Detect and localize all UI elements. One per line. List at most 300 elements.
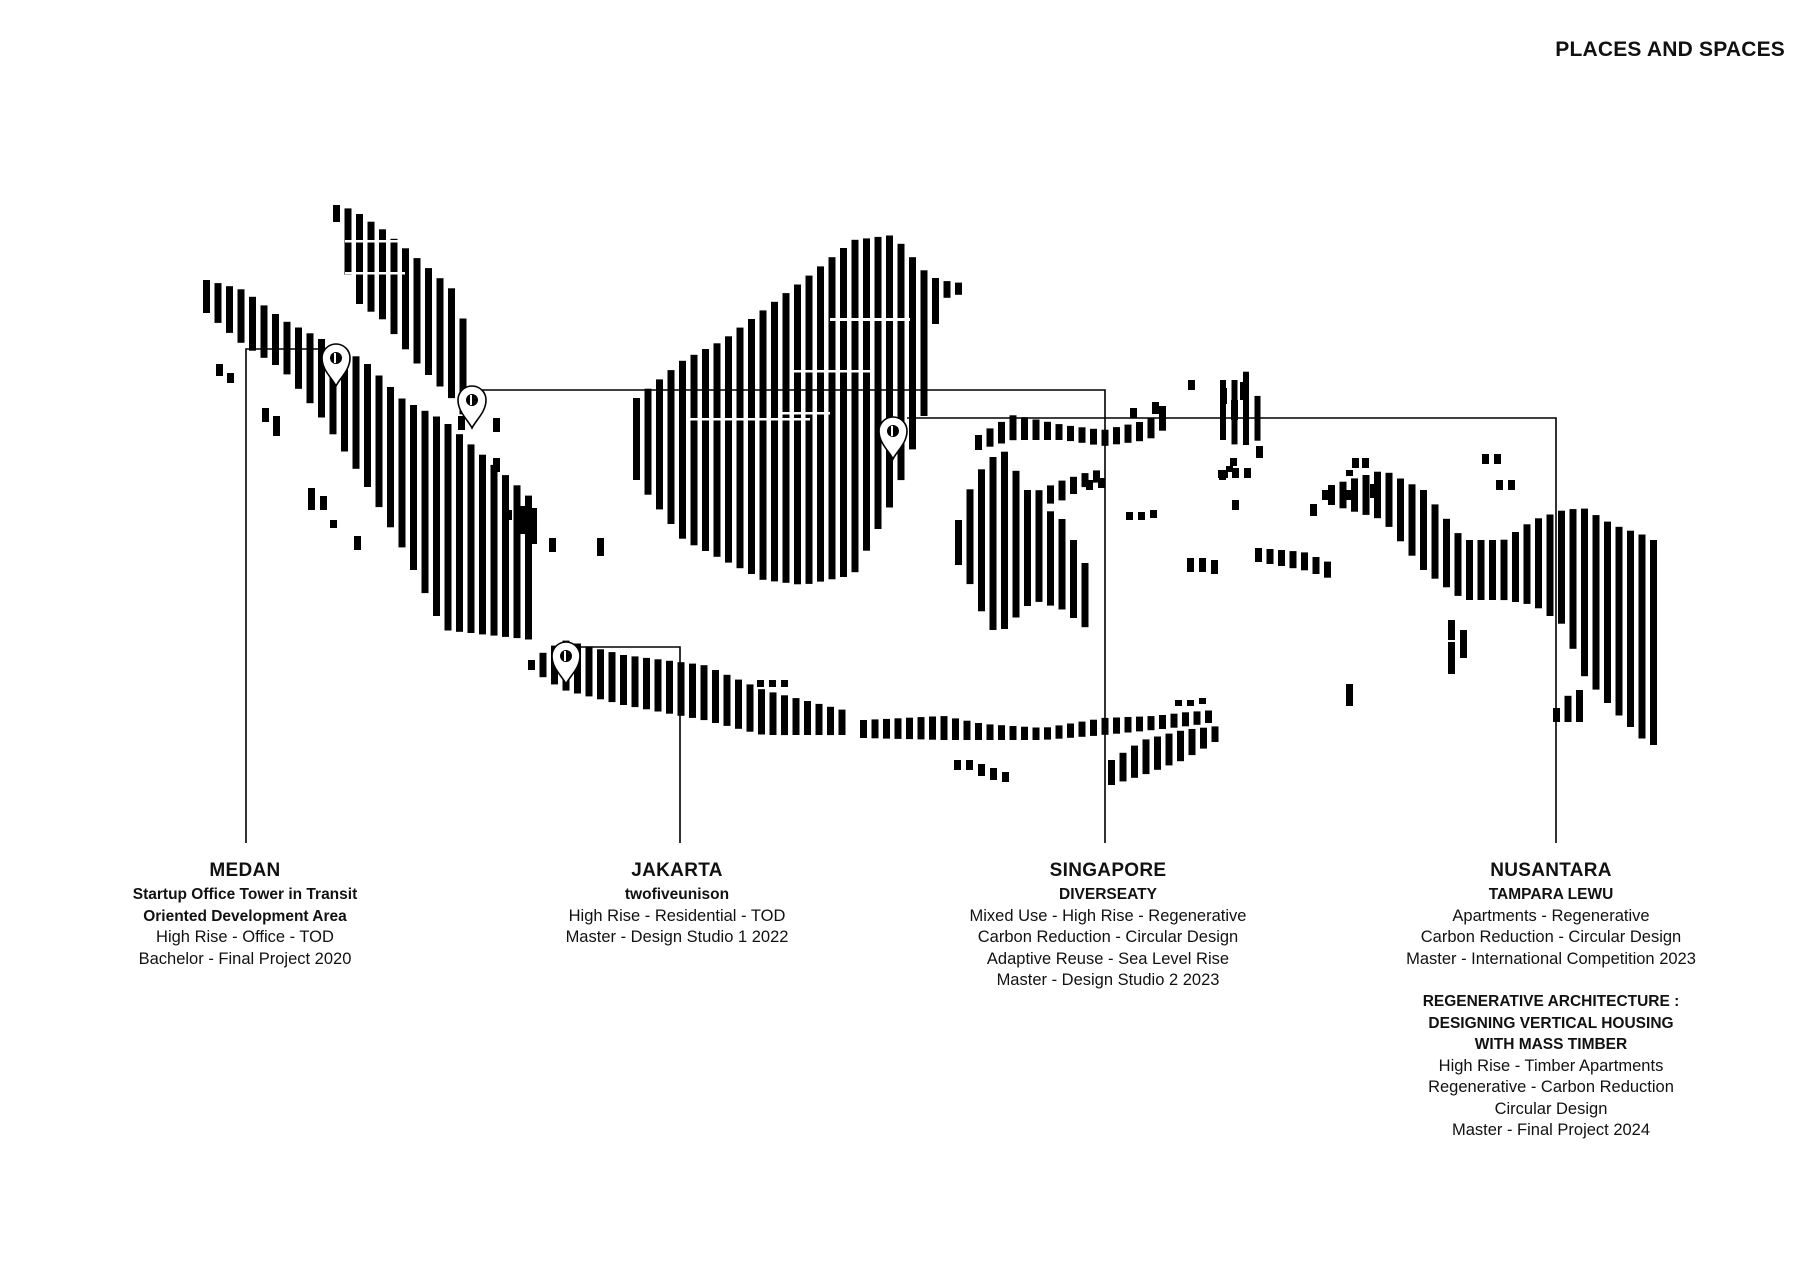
borneo-bar [771,302,778,582]
lesser-sunda-bar [1067,724,1074,738]
borneo-bar [955,283,962,295]
papua-bar [1420,490,1427,570]
islet-bar [1220,388,1227,404]
leader-line-singapore [480,390,1105,843]
lesser-sunda-lower-bar [1120,753,1127,782]
papua-bar [1443,519,1450,588]
sulawesi-se-bar [1070,477,1077,494]
river-gap [780,412,830,415]
lesser-sunda-lower-bar [1212,726,1219,742]
lesser-sunda-lower-bar [1166,734,1173,766]
papua-bar [1581,509,1588,677]
java-bar [528,660,535,670]
sulawesi-body-bar [978,469,985,611]
islet-bar [1002,772,1009,782]
sulawesi-north-bar [998,422,1005,444]
papua-bar [1512,532,1519,602]
borneo-bar [748,319,755,574]
papua-bar [1558,511,1565,624]
pin-glyph [334,353,336,363]
borneo-bar [921,270,928,416]
papua-south-bar [1565,696,1572,722]
java-bar [781,695,788,735]
islet-bar [273,416,280,436]
project-detail: Master - Final Project 2024 [1451,1121,1651,1139]
lesser-sunda-bar [895,718,902,739]
sulawesi-body-bar [1047,511,1054,605]
maluku-bar [1267,549,1274,564]
islet-bar [262,408,269,422]
maluku-bar [1301,552,1308,570]
java-bar [655,659,662,711]
sulawesi-se-bar [1047,485,1054,503]
lesser-sunda-bar [1044,727,1051,739]
pin-glyph [470,395,472,405]
river-gap [690,418,810,421]
leader-line-medan [246,349,335,843]
sumatra-bar [502,475,509,637]
sulawesi-north-bar [1044,422,1051,440]
maluku-bar [1313,557,1320,574]
java-bar [643,658,650,709]
city-name: MEDAN [209,860,281,881]
sulawesi-body-bar [1001,452,1008,629]
sulawesi-body-bar [990,457,997,630]
islet-bar [458,416,465,430]
malay-peninsula-bar [414,258,421,363]
malay-peninsula-bar [356,214,363,304]
java-bar [620,655,627,705]
sumatra-bar [261,305,268,357]
islet-bar [330,520,337,528]
islet-bar [978,764,985,776]
islet-bar [354,536,361,550]
borneo-bar [702,349,709,551]
lesser-sunda-bar [1182,712,1189,726]
sulawesi-body-bar [967,489,974,584]
malay-peninsula-bar [333,205,340,222]
java-bar [666,661,673,714]
papua-bar [1639,535,1646,739]
islet-bar [1460,630,1467,658]
islet-bar [1448,642,1455,674]
sulawesi-north-bar [1033,420,1040,441]
islet-bar [505,510,512,520]
lesser-sunda-bar [952,718,959,740]
islet-bar [1508,480,1515,490]
project-title-line: twofiveunison [624,886,730,903]
project-title-line: Oriented Development Area [143,907,347,925]
river-gap [830,318,910,321]
lesser-sunda-bar [964,721,971,740]
sulawesi-north-bar [1010,415,1017,440]
borneo-bar [737,328,744,569]
lesser-sunda-bar [883,719,890,739]
lesser-sunda-bar [1021,727,1028,740]
islet-bar [1138,512,1145,520]
java-bar [839,710,846,735]
java-bar [609,652,616,702]
lesser-sunda-bar [1113,718,1120,734]
java-bar [724,675,731,726]
project-detail: Mixed Use - High Rise - Regenerative [969,906,1247,925]
sumatra-bar [215,283,222,323]
islet-bar [549,538,556,552]
malay-peninsula-bar [448,288,455,398]
java-bar [735,680,742,729]
project-detail: Master - International Competition 2023 [1406,949,1696,968]
borneo-bar [840,248,847,577]
islet-bar [1130,408,1137,418]
lesser-sunda-bar [1090,720,1097,736]
islet-bar [1496,480,1503,490]
sumatra-bar [456,434,463,632]
borneo-bar [714,343,721,557]
islet-bar [493,458,500,472]
sumatra-bar [387,387,394,527]
papua-bar [1328,485,1335,505]
sumatra-bar [468,444,475,633]
borneo-bar [679,361,686,539]
malay-peninsula-bar [402,248,409,349]
borneo-bar [829,257,836,579]
sulawesi-north-bar [1090,429,1097,445]
lesser-sunda-bar [1010,726,1017,740]
lesser-sunda-bar [1159,715,1166,729]
sumatra-bar [353,356,360,469]
islet-bar [757,680,764,687]
borneo-bar [794,285,801,585]
papua-bar [1386,473,1393,527]
sulawesi-north-bar [1125,425,1132,443]
papua-bar [1627,531,1634,727]
lesser-sunda-lower-bar [1200,728,1207,749]
borneo-bar [645,389,652,495]
lesser-sunda-bar [918,717,925,739]
lesser-sunda-bar [941,716,948,740]
lesser-sunda-bar [1205,711,1212,724]
page-title: PLACES AND SPACES [1555,38,1785,61]
islet-bar [308,488,315,510]
papua-bar [1363,475,1370,515]
lesser-sunda-bar [860,720,867,738]
project-detail: Adaptive Reuse - Sea Level Rise [986,949,1230,968]
lesser-sunda-bar [1136,717,1143,732]
islet-bar [1370,484,1377,498]
maluku-bar [1255,548,1262,562]
islet-bar [1211,560,1218,574]
islet-bar [1175,700,1182,706]
borneo-bar [783,293,790,583]
lesser-sunda-lower-bar [1131,746,1138,778]
borneo-bar [806,276,813,584]
borneo-bar [760,310,767,579]
sumatra-bar [479,455,486,635]
borneo-bar [909,257,916,449]
city-name: NUSANTARA [1490,860,1612,881]
borneo-bar [944,281,951,298]
sumatra-bar [445,424,452,631]
borneo-bar [656,379,663,509]
borneo-bar [817,266,824,581]
java-bar [758,689,765,734]
papua-bar [1570,509,1577,649]
islet-bar [1230,458,1237,466]
java-bar [701,665,708,720]
pin-glyph [891,426,893,436]
sulawesi-body-bar [1070,540,1077,618]
papua-bar [1397,479,1404,542]
maluku-bar [1278,550,1285,566]
papua-bar [1340,482,1347,509]
islet-bar [1231,400,1238,420]
location-singapore [938,858,1278,992]
sulawesi-north-bar [1067,426,1074,441]
lesser-sunda-lower-bar [1177,731,1184,761]
java-bar [632,656,639,707]
lesser-sunda-lower-bar [1108,760,1115,785]
islet-bar [1346,490,1353,500]
papua-bar [1535,518,1542,608]
islet-bar [1322,490,1329,500]
project-title-line: TAMPARA LEWU [1488,886,1614,903]
sumatra-bar [295,328,302,389]
sumatra-bar [284,322,291,375]
islet-bar [216,364,223,376]
maluku-bar [1290,551,1297,568]
sumatra-bar [376,376,383,508]
project-detail: Master - Design Studio 1 2022 [565,928,789,946]
sulawesi-north-bar [1021,417,1028,440]
islet-bar [1152,402,1159,414]
river-gap [345,240,415,243]
papua-bar [1478,540,1485,600]
papua-bar [1650,540,1657,745]
islet-bar [966,760,973,770]
project-detail: Regenerative - Carbon Reduction [1428,1078,1674,1096]
islet-bar [1098,478,1105,488]
java-bar [816,704,823,735]
project-detail: Circular Design [1494,1099,1608,1118]
sulawesi-body-bar [955,520,962,565]
islet-bar [1187,558,1194,572]
borneo-bar [875,237,882,529]
java-bar [827,707,834,735]
sumatra-bar [491,465,498,636]
sulawesi-north-bar [975,435,982,450]
pin-glyph [564,651,566,661]
malay-peninsula-bar [368,222,375,312]
islet-bar [954,760,961,770]
java-bar [597,649,604,699]
java-bar [804,701,811,735]
islet-bar [769,680,776,687]
lesser-sunda-bar [906,718,913,739]
project-title-line: REGENERATIVE ARCHITECTURE : [1422,993,1680,1010]
islet-bar [1494,454,1501,464]
project-detail: High Rise - Office - TOD [156,928,334,946]
borneo-bar [691,355,698,546]
project-detail: Carbon Reduction - Circular Design [977,928,1239,946]
sulawesi-north-bar [1079,427,1086,443]
borneo-bar [852,240,859,572]
sumatra-bar [226,286,233,333]
papua-bar [1409,484,1416,555]
islet-bar [493,418,500,432]
sulawesi-se-bar [1024,495,1031,510]
lesser-sunda-bar [975,723,982,740]
lesser-sunda-bar [1171,714,1178,728]
islet-bar [227,373,234,383]
islet-bar [990,768,997,780]
lesser-sunda-bar [1033,728,1040,741]
borneo-bar [668,370,675,524]
project-detail: Master - Design Studio 2 2023 [996,971,1220,989]
borneo-bar [932,278,939,324]
sumatra-bar [307,333,314,403]
project-title-line: Startup Office Tower in Transit [132,886,358,903]
project-detail: Carbon Reduction - Circular Design [1420,928,1682,946]
papua-bar [1616,527,1623,716]
java-bar [678,662,685,716]
sumatra-bar [364,364,371,487]
islet-bar [1310,504,1317,516]
lesser-sunda-bar [872,719,879,738]
location-jakarta [507,858,847,949]
borneo-bar [886,236,893,508]
java-bar [540,653,547,677]
islet-bar [1232,500,1239,510]
project-detail: High Rise - Timber Apartments [1438,1056,1664,1075]
islet-bar [1256,446,1263,458]
sulawesi-body-bar [1013,471,1020,618]
lesser-sunda-lower-bar [1143,739,1150,774]
islet-bar [1150,510,1157,518]
islet-bar [1448,620,1455,640]
project-title-line: DESIGNING VERTICAL HOUSING [1428,1014,1674,1032]
papua-bar [1489,540,1496,600]
sumatra-bar [203,280,210,313]
city-name: SINGAPORE [1049,860,1167,881]
papua-bar [1432,504,1439,578]
project-detail: High Rise - Residential - TOD [568,906,786,925]
islet-bar [1126,512,1133,520]
sulawesi-body-bar [1036,504,1043,602]
sulawesi-north-bar [1136,422,1143,441]
islet-bar [597,538,604,556]
lesser-sunda-lower-bar [1154,737,1161,770]
java-bar [689,664,696,718]
lesser-sunda-bar [987,724,994,740]
islet-bar [1482,454,1489,464]
malay-peninsula-bar [391,239,398,334]
islet-bar [530,508,537,544]
papua-bar [1524,524,1531,604]
islet-bar [518,506,525,534]
map-bars [203,205,1657,785]
project-title-line: DIVERSEATY [1059,886,1157,903]
lesser-sunda-bar [1194,711,1201,724]
islet-bar [320,496,327,510]
city-name: JAKARTA [631,860,723,881]
islet-bar [1199,558,1206,572]
lesser-sunda-bar [1056,725,1063,738]
sumatra-bar [410,405,417,570]
sumatra-bar [272,314,279,365]
sumatra-bar [238,289,245,343]
lesser-sunda-bar [998,725,1005,740]
lesser-sunda-bar [1148,716,1155,730]
sumatra-bar [422,411,429,593]
location-nusantara [1381,858,1721,1142]
malay-peninsula-bar [437,278,444,386]
location-medan [75,858,415,970]
papua-south-bar [1576,690,1583,722]
java-bar [712,670,719,723]
islet-bar [1226,466,1233,472]
sulawesi-north-bar [987,428,994,446]
sulawesi-body-bar [1082,563,1089,627]
islet-bar [1086,480,1093,490]
river-gap [790,370,870,373]
lesser-sunda-lower-bar [1189,729,1196,755]
islet-bar [781,680,788,687]
java-bar [793,698,800,735]
malay-peninsula-bar [425,268,432,375]
sulawesi-north-bar [1148,418,1155,439]
sulawesi-se-bar [1036,490,1043,507]
islet-bar [1362,458,1369,468]
spacer [1381,970,1721,991]
islet-bar [1346,470,1353,476]
lesser-sunda-bar [929,717,936,740]
river-gap [345,272,405,275]
papua-bar [1604,522,1611,703]
sulawesi-north-bar [1056,424,1063,440]
java-bar [770,692,777,735]
papua-bar [1593,515,1600,690]
islet-bar [1346,684,1353,706]
borneo-bar [725,336,732,562]
islet-bar [1352,458,1359,468]
lesser-sunda-bar [1079,722,1086,737]
project-detail: Bachelor - Final Project 2020 [138,949,352,968]
sumatra-bar [249,297,256,351]
islet-bar [1187,700,1194,706]
java-bar [586,646,593,696]
sulawesi-se-bar [1059,481,1066,501]
islet-bar [1199,698,1206,704]
sulawesi-north-bar [1113,427,1120,444]
islet-bar [1240,382,1247,400]
borneo-bar [633,398,640,480]
project-title-line: WITH MASS TIMBER [1474,1036,1628,1053]
papua-bar [1455,533,1462,596]
sumatra-bar [399,399,406,548]
islet-bar [1188,380,1195,390]
papua-bar [1547,515,1554,617]
papua-bar [1501,540,1508,600]
sumatra-bar [433,417,440,617]
lesser-sunda-bar [1125,717,1132,733]
islet-bar [1232,468,1239,478]
papua-bar [1466,540,1473,600]
borneo-bar [863,238,870,550]
islet-bar [1244,468,1251,478]
java-bar [747,684,754,731]
sulawesi-body-bar [1059,519,1066,610]
maluku-bar [1324,562,1331,578]
